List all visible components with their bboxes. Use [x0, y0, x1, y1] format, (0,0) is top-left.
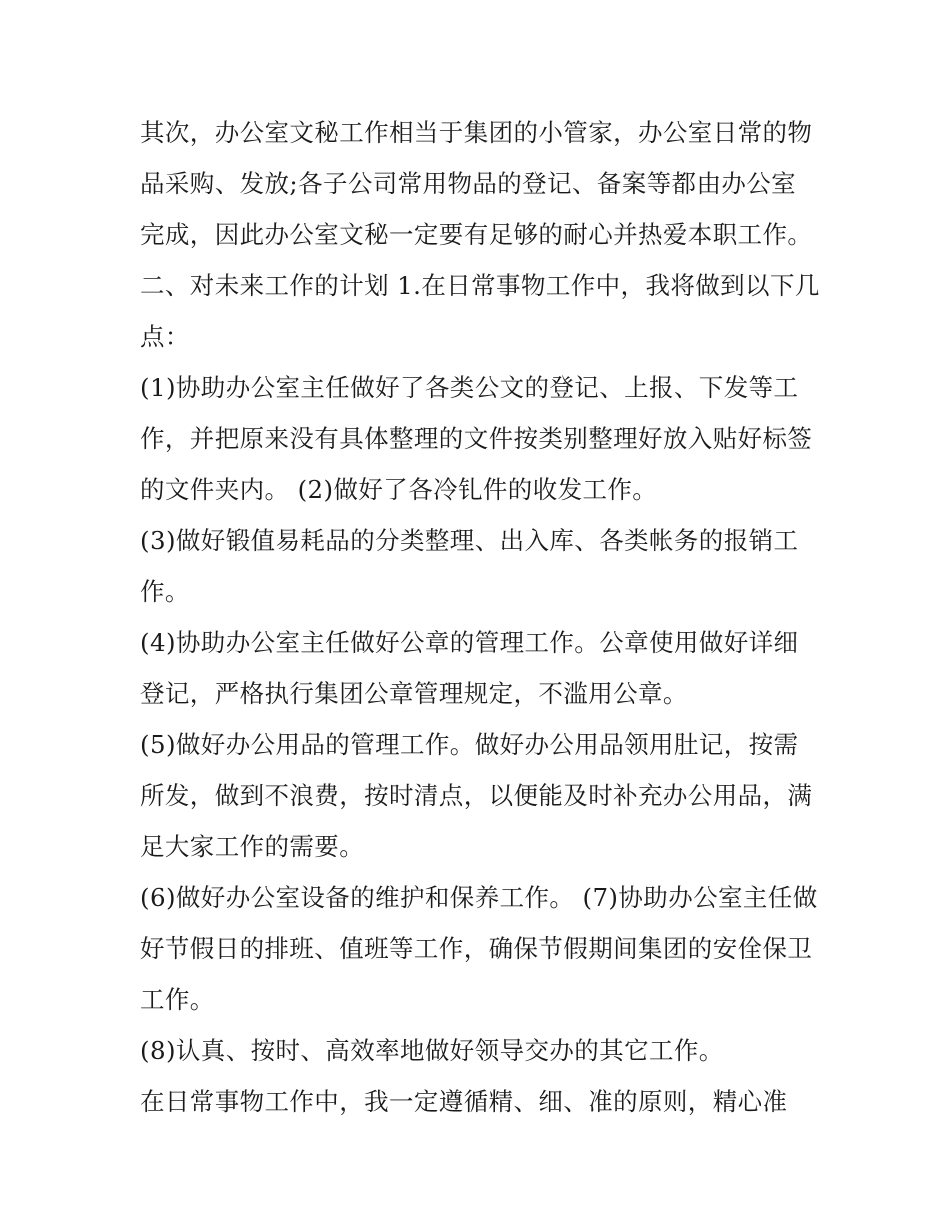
paragraph-item-8: [140, 1025, 815, 1076]
paragraph-item-6-7: [140, 872, 818, 1025]
text-line: 作，并把原来没有具体整理的文件按类别整理好放入贴好标签: [140, 424, 813, 453]
text-line: 二、对未来工作的计划 1.在日常事物工作中，我将做到以下几: [140, 271, 820, 300]
text-line: 足大家工作的需要。: [140, 832, 365, 861]
paragraph-future-plan-heading: [140, 260, 820, 362]
paragraph-item-4: [140, 617, 815, 719]
text-line: 完成，因此办公室文秘一定要有足够的耐心并热爱本职工作。: [140, 220, 813, 249]
text-line: 品采购、发放;各子公司常用物品的登记、备案等都由办公室: [140, 169, 797, 198]
text-line: 点：: [140, 322, 190, 351]
text-line: (8)认真、按时、高效率地做好领导交办的其它工作。: [140, 1036, 724, 1065]
text-line: (6)做好办公室设备的维护和保养工作。 (7)协助办公室主任做: [140, 883, 818, 912]
paragraph-item-1-2: [140, 362, 815, 515]
text-line: 的文件夹内。 (2)做好了各冷钆件的收发工作。: [140, 475, 658, 504]
text-line: 所发，做到不浪费，按时清点，以便能及时补充办公用品，满: [140, 781, 813, 810]
paragraph-item-3: [140, 515, 815, 617]
text-line: 其次，办公室文秘工作相当于集团的小管家，办公室日常的物: [140, 118, 813, 147]
text-line: (3)做好锻值易耗品的分类整理、出入库、各类帐务的报销工: [140, 526, 799, 555]
text-line: 登记，严格执行集团公章管理规定，不滥用公章。: [140, 679, 688, 708]
text-line: 好节假日的排班、值班等工作，确保节假期间集团的安佺保卫: [140, 934, 813, 963]
paragraph-item-5: [140, 719, 815, 872]
paragraph-secretary-role: [140, 107, 815, 260]
text-line: 在日常事物工作中，我一定遵循精、细、准的原则，精心准: [140, 1087, 788, 1116]
text-line: (4)协助办公室主任做好公章的管理工作。公章使用做好详细: [140, 628, 799, 657]
text-line: (5)做好办公用品的管理工作。做好办公用品领用肚记，按需: [140, 730, 799, 759]
text-line: 作。: [140, 577, 190, 606]
paragraph-daily-work-principle: [140, 1076, 815, 1127]
text-line: (1)协助办公室主任做好了各类公文的登记、上报、下发等工: [140, 373, 799, 402]
text-line: 工作。: [140, 985, 215, 1014]
document-body: [140, 107, 820, 1127]
